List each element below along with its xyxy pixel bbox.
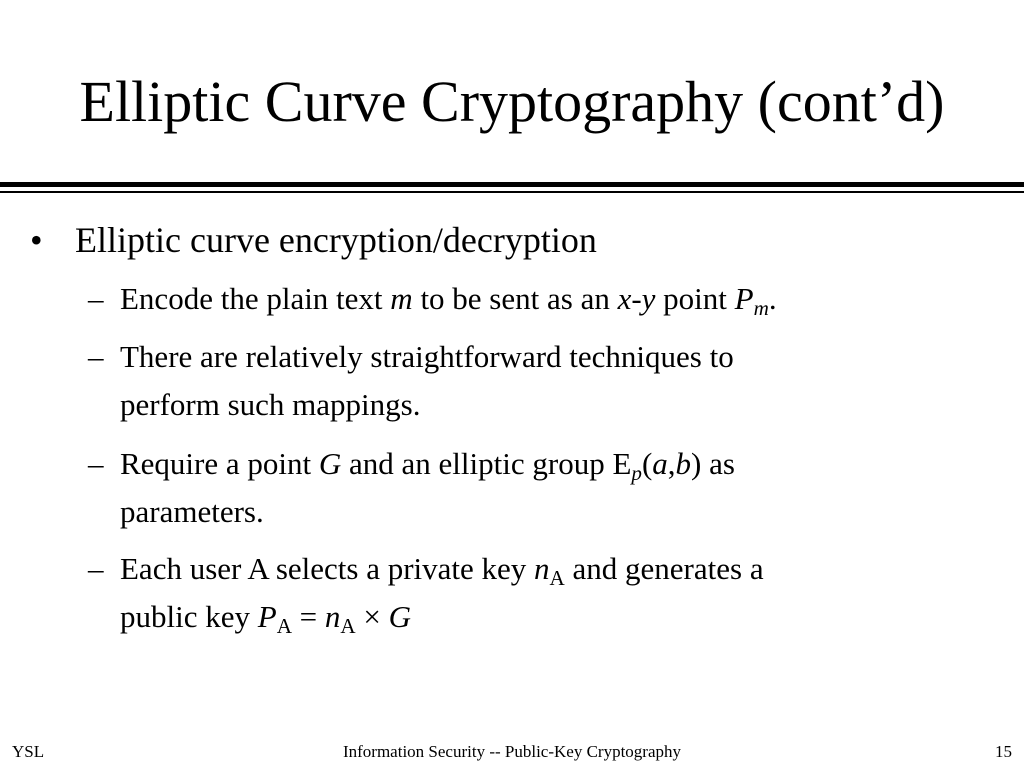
text-run: . (768, 281, 777, 316)
var-G: G (388, 599, 412, 634)
sub-dash: – (88, 551, 104, 586)
bullet-text: Elliptic curve encryption/decryption (75, 220, 597, 260)
sub-dash: – (88, 446, 104, 481)
subscript-A: A (276, 613, 292, 638)
footer-course-title: Information Security -- Public-Key Cryptography (342, 742, 682, 761)
sub-item-line: parameters. (120, 494, 264, 529)
var-a: a (652, 446, 668, 481)
text-run: ( (641, 446, 653, 481)
text-run: , (667, 446, 676, 481)
var-n: n (324, 599, 341, 634)
var-b: b (675, 446, 692, 481)
subscript-A: A (340, 613, 356, 638)
text-run: Require a point (120, 446, 319, 481)
footer-page-number: 15 (995, 742, 1012, 761)
bullet-dot: • (30, 220, 43, 260)
text-run: Encode the plain text (120, 281, 391, 316)
sub-item-line: perform such mappings. (120, 387, 421, 422)
slide-title: Elliptic Curve Cryptography (cont’d) (79, 69, 945, 134)
sub-item-line: There are relatively straightforward techniques to (120, 339, 734, 374)
title-divider-thin (0, 191, 1024, 193)
sub-item-text (120, 440, 1000, 536)
text-run: to be sent as an (412, 281, 618, 316)
sub-item-text (120, 333, 1000, 429)
times-sign: × (355, 599, 389, 634)
var-n: n (534, 551, 550, 586)
text-run: ) as (691, 446, 735, 481)
text-run: Each user A selects a private key (120, 551, 535, 586)
sub-item-line (120, 593, 1000, 641)
var-P: P (257, 599, 277, 634)
text-run: and an elliptic group E (341, 446, 632, 481)
text-run: and generates a (564, 551, 764, 586)
sub-item-text (120, 545, 1000, 641)
var-P: P (734, 281, 754, 316)
sub-item-line (120, 275, 1000, 323)
sub-item-text (120, 275, 1000, 323)
sub-dash: – (88, 339, 104, 374)
sub-item-line (120, 545, 1000, 593)
text-run: point (655, 281, 735, 316)
footer-author: YSL (12, 742, 45, 761)
var-G: G (318, 446, 342, 481)
var-xy: x-y (617, 281, 656, 316)
title-divider-thick (0, 182, 1024, 187)
text-run: public key (120, 599, 258, 634)
equals-sign: = (291, 599, 325, 634)
subscript-p: p (631, 460, 642, 485)
sub-item-line (120, 440, 1000, 488)
subscript-m: m (753, 295, 769, 320)
var-m: m (390, 281, 413, 316)
sub-dash: – (88, 281, 104, 316)
subscript-A: A (549, 565, 565, 590)
